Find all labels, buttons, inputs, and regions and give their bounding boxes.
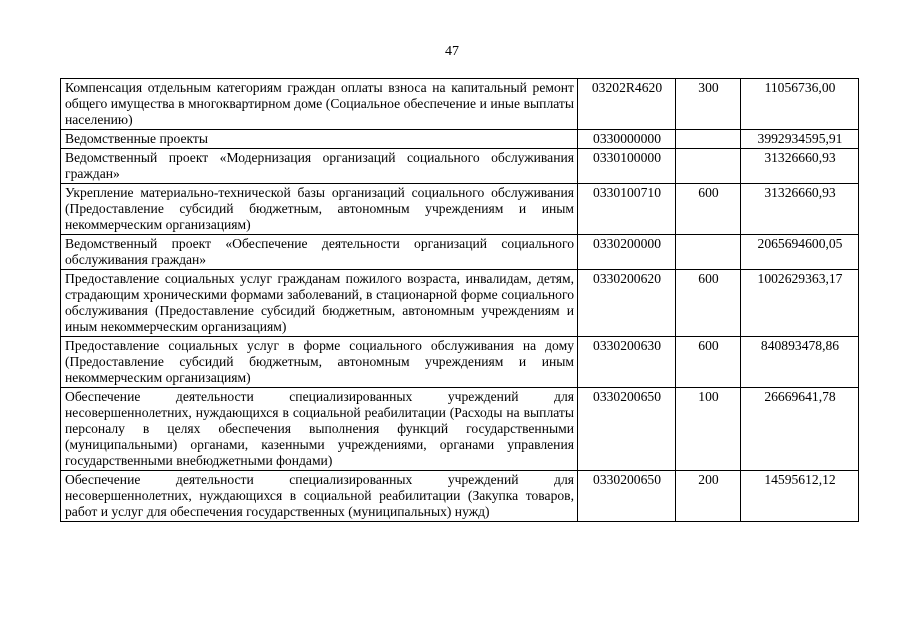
row-type-cell: [676, 130, 741, 149]
row-name-cell: Предоставление социальных услуг гражданам пожилого возраста, инвалидам, детям, страдающим хроническими формами заболеваний, в стационарной форме социального обслуживания (Предоставление субсидий бюджетным, автономным учреждениям и иным некоммерческим организациям): [61, 270, 578, 337]
row-name-cell: Обеспечение деятельности специализированных учреждений для несовершеннолетних, нуждающихся в социальной реабилитации (Расходы на выплаты персоналу в целях обеспечения выполнения функций государственными (муниципальными) органами, казенными учреждениями, органами управления государственными внебюджетными фондами): [61, 388, 578, 471]
row-code-cell: 0330100000: [578, 149, 676, 184]
row-code-cell: 0330100710: [578, 184, 676, 235]
table-row: [61, 471, 859, 522]
row-sum-cell: 31326660,93: [741, 184, 859, 235]
budget-table: [60, 78, 859, 522]
row-type-cell: [676, 149, 741, 184]
row-sum-cell: 31326660,93: [741, 149, 859, 184]
row-type-cell: 600: [676, 270, 741, 337]
row-sum-cell: 3992934595,91: [741, 130, 859, 149]
page-number: 47: [445, 44, 459, 59]
row-type-cell: 600: [676, 184, 741, 235]
row-code-cell: 0330200650: [578, 388, 676, 471]
table-row: [61, 130, 859, 149]
row-sum-cell: 2065694600,05: [741, 235, 859, 270]
table-row: [61, 270, 859, 337]
row-sum-cell: 14595612,12: [741, 471, 859, 522]
table-row: [61, 337, 859, 388]
table-row: [61, 79, 859, 130]
row-sum-cell: 1002629363,17: [741, 270, 859, 337]
row-sum-cell: 26669641,78: [741, 388, 859, 471]
row-name-cell: Ведомственный проект «Обеспечение деятельности организаций социального обслуживания граждан»: [61, 235, 578, 270]
row-name-cell: Ведомственный проект «Модернизация организаций социального обслуживания граждан»: [61, 149, 578, 184]
row-name-cell: Укрепление материально-технической базы организаций социального обслуживания (Предоставление субсидий бюджетным, автономным учреждениям и иным некоммерческим организациям): [61, 184, 578, 235]
row-code-cell: 03202R4620: [578, 79, 676, 130]
row-name-cell: Ведомственные проекты: [61, 130, 578, 149]
row-code-cell: 0330000000: [578, 130, 676, 149]
row-code-cell: 0330200620: [578, 270, 676, 337]
table-row: [61, 184, 859, 235]
table-row: [61, 235, 859, 270]
table-row: [61, 388, 859, 471]
row-type-cell: 200: [676, 471, 741, 522]
row-name-cell: Предоставление социальных услуг в форме социального обслуживания на дому (Предоставление субсидий бюджетным, автономным учреждениям и иным некоммерческим организациям): [61, 337, 578, 388]
row-type-cell: 600: [676, 337, 741, 388]
row-code-cell: 0330200650: [578, 471, 676, 522]
row-type-cell: [676, 235, 741, 270]
row-sum-cell: 11056736,00: [741, 79, 859, 130]
row-sum-cell: 840893478,86: [741, 337, 859, 388]
row-type-cell: 300: [676, 79, 741, 130]
row-name-cell: Обеспечение деятельности специализированных учреждений для несовершеннолетних, нуждающихся в социальной реабилитации (Закупка товаров, работ и услуг для обеспечения государственных (муниципальных) нужд): [61, 471, 578, 522]
row-name-cell: Компенсация отдельным категориям граждан оплаты взноса на капитальный ремонт общего имущества в многоквартирном доме (Социальное обеспечение и иные выплаты населению): [61, 79, 578, 130]
row-code-cell: 0330200000: [578, 235, 676, 270]
table-row: [61, 149, 859, 184]
row-code-cell: 0330200630: [578, 337, 676, 388]
row-type-cell: 100: [676, 388, 741, 471]
